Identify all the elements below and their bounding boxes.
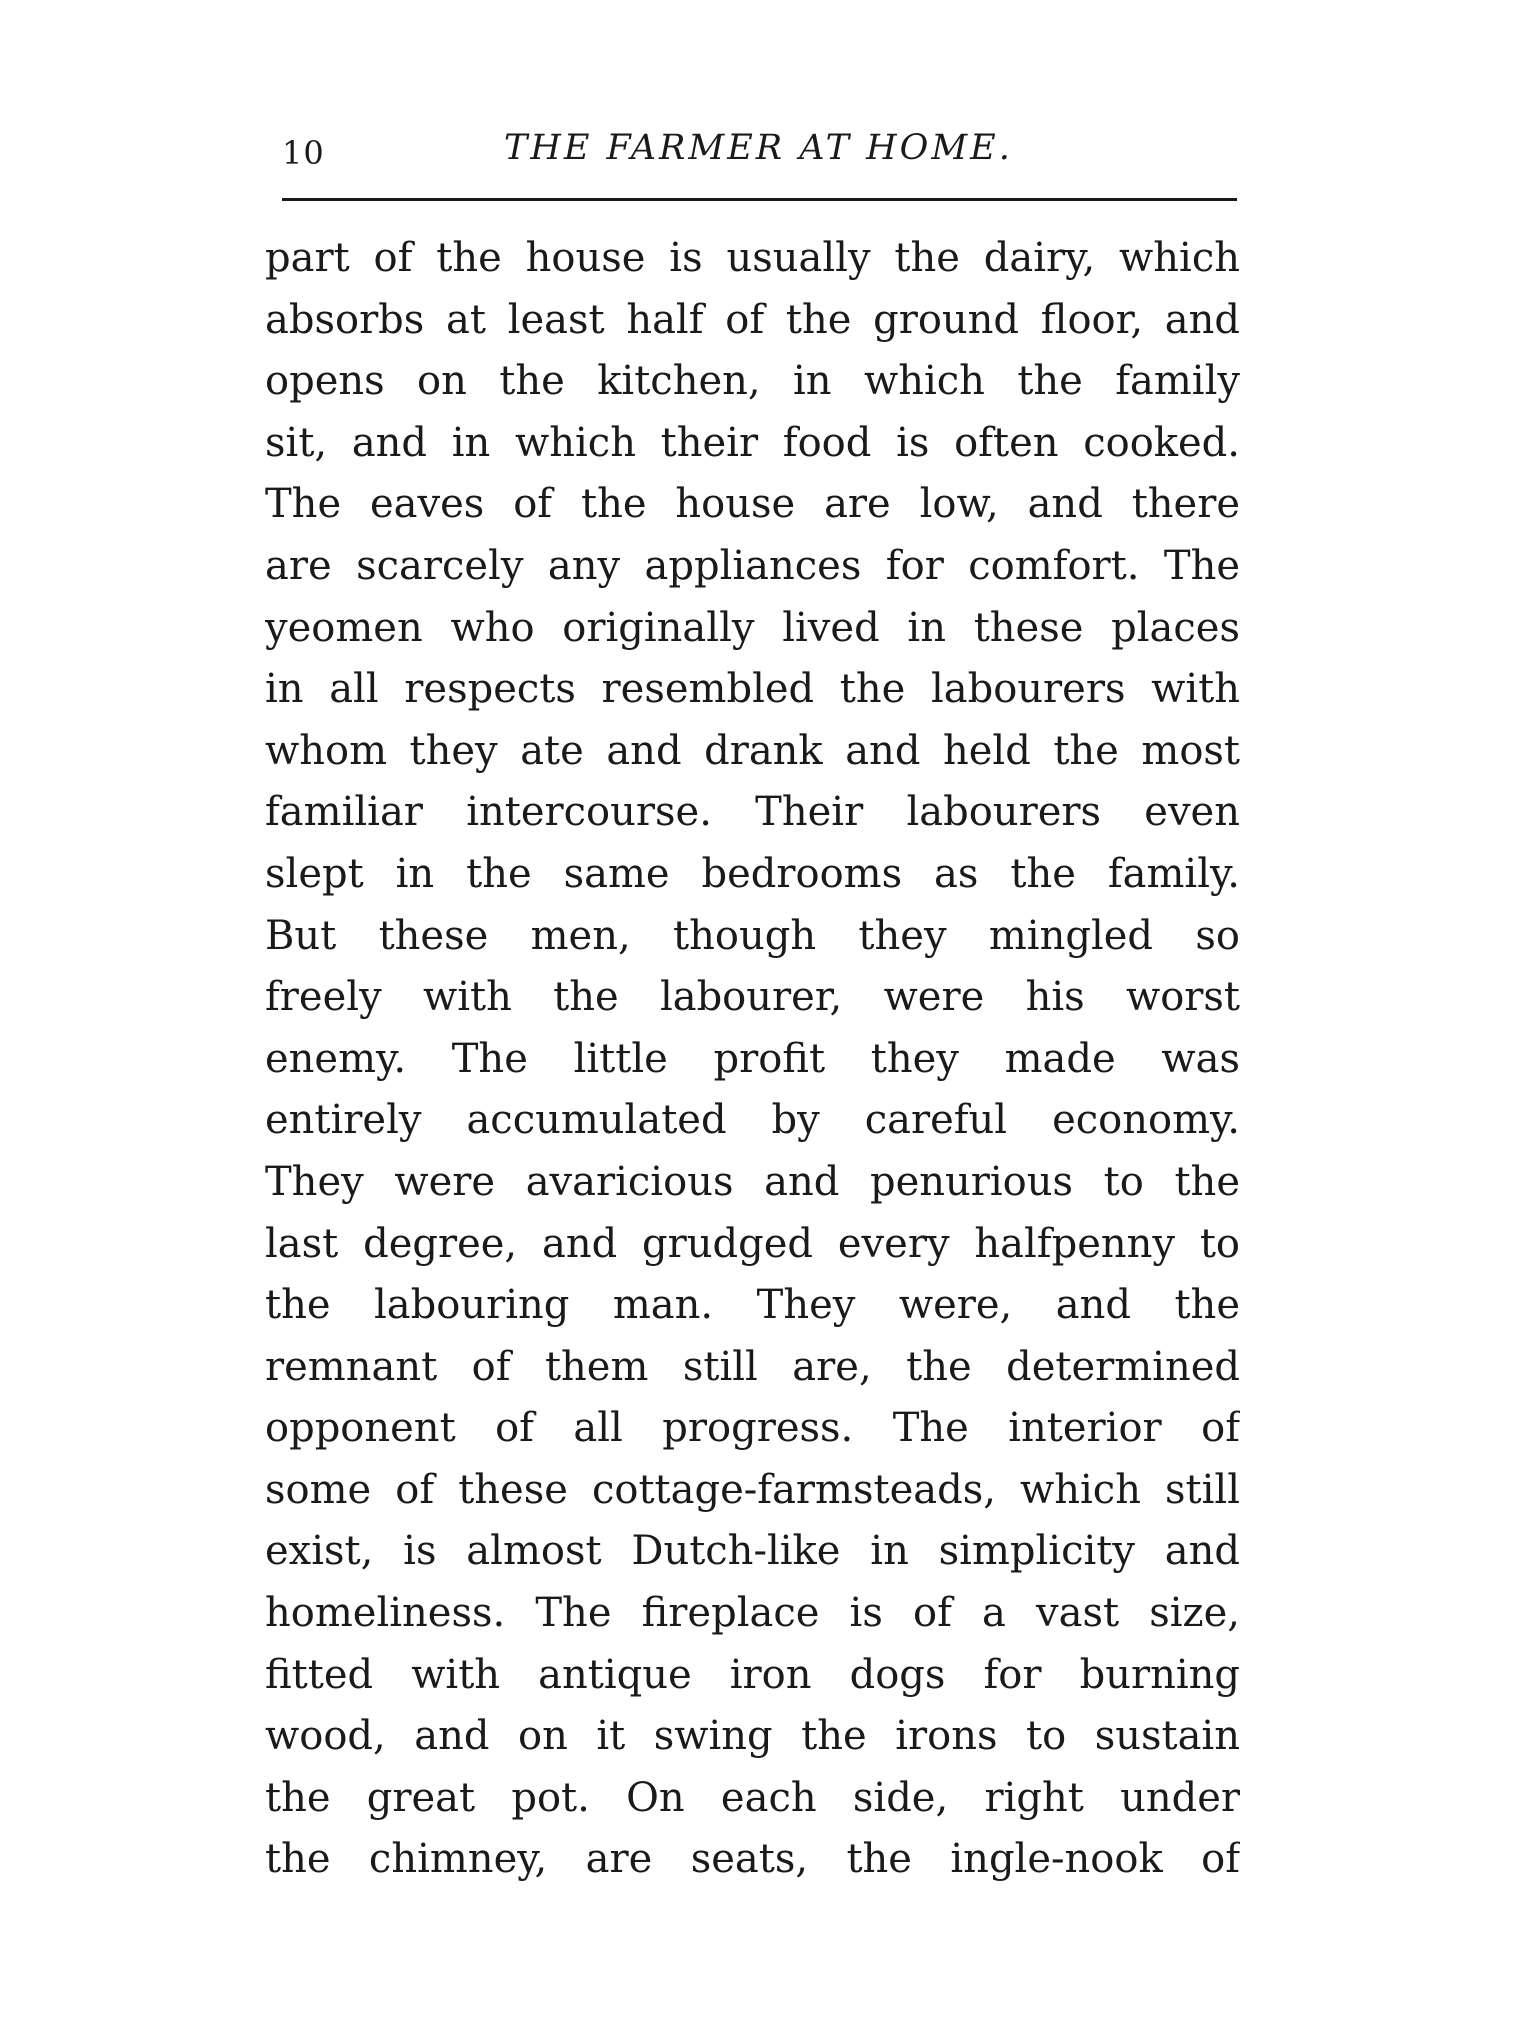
text-line: fitted with antique iron dogs for burning — [265, 1651, 1240, 1698]
text-line: sit, and in which their food is often cooked. — [265, 419, 1240, 466]
text-line: the labouring man. They were, and the — [265, 1282, 1240, 1329]
text-line: But these men, though they mingled so — [265, 912, 1240, 959]
text-line: opens on the kitchen, in which the family — [265, 358, 1240, 405]
text-line: familiar intercourse. Their labourers even — [265, 789, 1240, 836]
text-line: homeliness. The fireplace is of a vast size, — [265, 1590, 1240, 1637]
text-line: the great pot. On each side, right under — [265, 1774, 1240, 1821]
text-line: slept in the same bedrooms as the family. — [265, 850, 1240, 897]
text-line: opponent of all progress. The interior of — [265, 1405, 1240, 1452]
running-title: THE FARMER AT HOME. — [504, 128, 1013, 168]
text-line: absorbs at least half of the ground floor, and — [265, 296, 1240, 343]
text-line: exist, is almost Dutch-like in simplicity and — [265, 1528, 1240, 1575]
header-rule — [282, 198, 1237, 201]
text-line: entirely accumulated by careful economy. — [265, 1097, 1240, 1144]
text-line: yeomen who originally lived in these places — [265, 604, 1240, 651]
text-line: freely with the labourer, were his worst — [265, 974, 1240, 1021]
text-line: are scarcely any appliances for comfort. The — [265, 542, 1240, 589]
text-line: whom they ate and drank and held the most — [265, 727, 1240, 774]
running-header — [282, 128, 1237, 178]
text-line: last degree, and grudged every halfpenny to — [265, 1220, 1240, 1267]
page-number: 10 — [282, 134, 325, 172]
text-line: enemy. The little profit they made was — [265, 1035, 1240, 1082]
text-line: wood, and on it swing the irons to sustain — [265, 1713, 1240, 1760]
text-line: They were avaricious and penurious to the — [265, 1158, 1240, 1205]
text-line: the chimney, are seats, the ingle-nook of — [265, 1836, 1240, 1883]
body-text — [265, 228, 1240, 1891]
text-line: The eaves of the house are low, and there — [265, 481, 1240, 528]
text-line: remnant of them still are, the determined — [265, 1343, 1240, 1390]
text-line: some of these cottage-farmsteads, which still — [265, 1466, 1240, 1513]
text-line: part of the house is usually the dairy, which — [265, 235, 1240, 281]
text-line: in all respects resembled the labourers with — [265, 666, 1240, 713]
